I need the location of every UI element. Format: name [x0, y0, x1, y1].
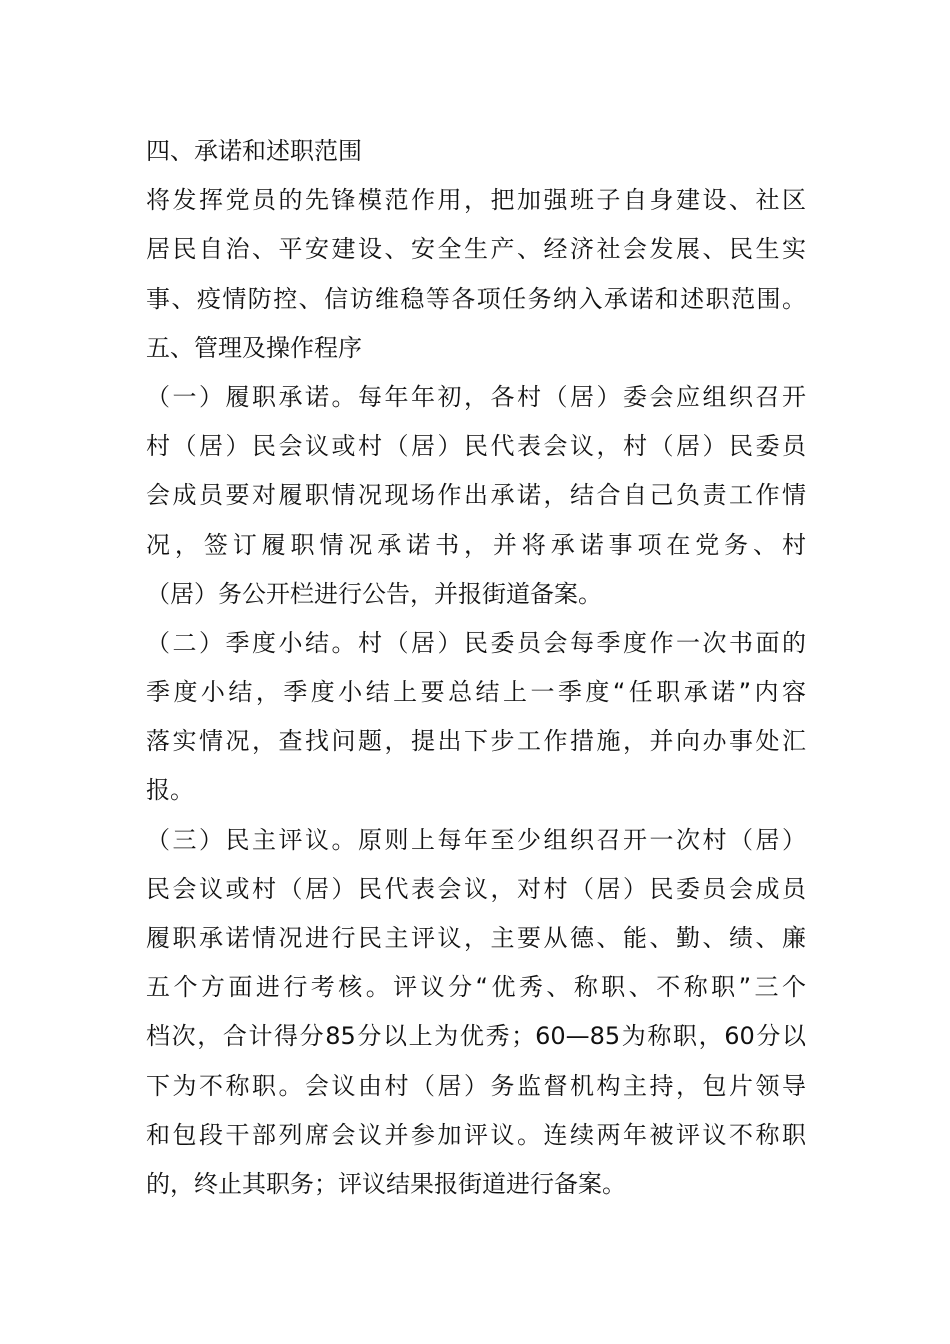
text-line: 会成员要对履职情况现场作出承诺，结合自己负责工作情 [146, 481, 806, 510]
text-line: 履职承诺情况进行民主评议，主要从德、能、勤、绩、廉 [146, 924, 806, 952]
text-line: 五个方面进行考核。评议分“优秀、称职、不称职”三个 [146, 973, 806, 1002]
text-line: 下为不称职。会议由村（居）务监督机构主持，包片领导 [146, 1071, 806, 1100]
text-line: （居）务公开栏进行公告，并报街道备案。 [146, 579, 602, 608]
text-line: 民会议或村（居）民代表会议，对村（居）民委员会成员 [146, 874, 806, 903]
text-line: 落实情况，查找问题，提出下步工作措施，并向办事处汇 [146, 727, 806, 756]
text-line: 况，签订履职情况承诺书，并将承诺事项在党务、村 [146, 530, 806, 559]
text-line: 档次，合计得分85分以上为优秀；60—85为称职，60分以 [146, 1022, 806, 1051]
text-line: 和包段干部列席会议并参加评议。连续两年被评议不称职 [146, 1120, 806, 1149]
text-line: （三）民主评议。原则上每年至少组织召开一次村（居） [146, 825, 806, 854]
text-line: 季度小结，季度小结上要总结上一季度“任职承诺”内容 [146, 678, 806, 707]
text-line: 报。 [146, 776, 194, 805]
text-line: 的，终止其职务；评议结果报街道进行备案。 [146, 1169, 626, 1198]
text-line: 将发挥党员的先锋模范作用，把加强班子自身建设、社区 [146, 186, 806, 215]
document-body [146, 127, 806, 1209]
section-heading: 五、管理及操作程序 [146, 333, 362, 362]
section-heading: 四、承诺和述职范围 [146, 137, 362, 165]
text-line: 居民自治、平安建设、安全生产、经济社会发展、民生实 [146, 235, 806, 264]
text-line: 事、疫情防控、信访维稳等各项任务纳入承诺和述职范围。 [146, 284, 806, 313]
text-line: （二）季度小结。村（居）民委员会每季度作一次书面的 [146, 628, 806, 657]
text-line: （一）履职承诺。每年年初，各村（居）委会应组织召开 [146, 382, 806, 411]
text-line: 村（居）民会议或村（居）民代表会议，村（居）民委员 [146, 432, 806, 461]
